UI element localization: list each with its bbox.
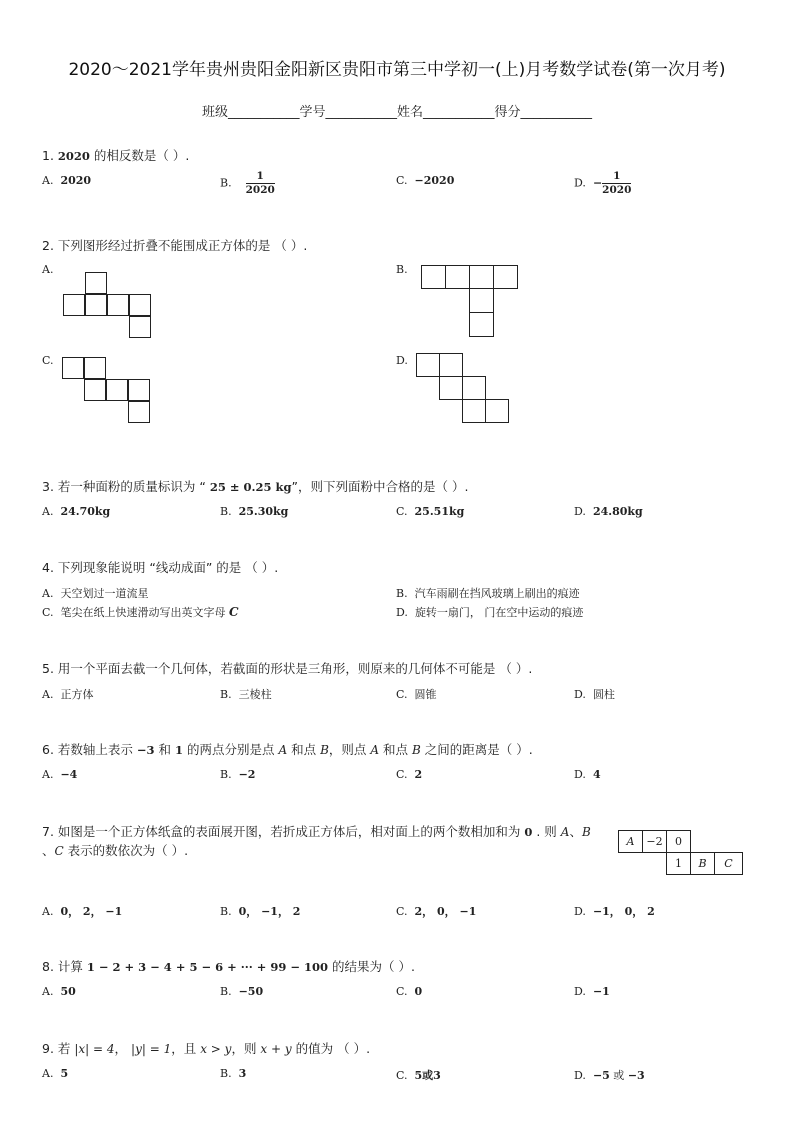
- q1-option-b: B. $\frac{1}{2020}$: [220, 170, 275, 196]
- q5-option-a: A. 正方体: [42, 688, 94, 701]
- q8-option-b: B. −50: [220, 985, 264, 998]
- question-4-stem: 4. 下列现象能说明 “线动成面” 的是 （ ）.: [42, 560, 279, 575]
- page-title: 2020～2021学年贵州贵阳金阳新区贵阳市第三中学初一(上)月考数学试卷(第一次月考): [68, 60, 726, 80]
- q4-option-b: B. 汽车雨刷在挡风玻璃上刷出的痕迹: [396, 587, 580, 600]
- question-5-stem: 5. 用一个平面去截一个几何体，若截面的形状是三角形，则原来的几何体不可能是 （ ）.: [42, 661, 533, 676]
- q7-cell-bottom-3: C: [714, 852, 743, 875]
- q3-option-d: D. 24.80kg: [574, 505, 643, 518]
- student-info-line: 班级___________学号___________姓名___________得分___________: [201, 105, 592, 120]
- question-6-stem: 6. 若数轴上表示 −3 和 1 的两点分别是点 A 和点 B，则点 A 和点 B 之间的距离是（ ）.: [42, 742, 533, 757]
- question-7-stem-line1: 7. 如图是一个正方体纸盒的表面展开图，若折成正方体后，相对面上的两个数相加和为 0 . 则 A、B: [42, 824, 591, 839]
- q9-option-c: C. 5或3: [396, 1069, 441, 1082]
- q1-fraction-d: $\frac{1}{2020}$: [602, 170, 632, 196]
- q6-option-c: C. 2: [396, 768, 423, 781]
- q7-cell-bottom-1: 1: [666, 852, 691, 875]
- q9-option-a: A. 5: [42, 1067, 69, 1080]
- q2-label-c: C.: [42, 354, 54, 367]
- q1-option-c: C. −2020: [396, 174, 455, 187]
- question-2-stem: 2. 下列图形经过折叠不能围成正方体的是 （ ）.: [42, 238, 308, 253]
- q6-option-d: D. 4: [574, 768, 601, 781]
- q2-label-a: A.: [42, 263, 54, 276]
- q9-option-d: D. −5 或 −3: [574, 1069, 645, 1082]
- question-1-stem: 1. 2020 的相反数是（ ）.: [42, 148, 190, 163]
- q8-option-a: A. 50: [42, 985, 76, 998]
- q6-option-b: B. −2: [220, 768, 256, 781]
- q4-option-a: A. 天空划过一道流星: [42, 587, 149, 600]
- q7-cell-top-3: 0: [666, 830, 691, 853]
- q7-cell-top-1: A: [618, 830, 643, 853]
- q1-fraction-b: $\frac{1}{2020}$: [245, 170, 275, 196]
- q5-option-b: B. 三棱柱: [220, 688, 272, 701]
- q7-cell-top-2: −2: [642, 830, 667, 853]
- q7-option-d: D. −1， 0， 2: [574, 905, 655, 918]
- question-7-stem-line2: 、C 表示的数依次为（ ）.: [42, 843, 189, 858]
- q9-option-b: B. 3: [220, 1067, 247, 1080]
- q3-option-b: B. 25.30kg: [220, 505, 289, 518]
- q7-cell-bottom-2: B: [690, 852, 715, 875]
- q2-label-d: D.: [396, 354, 408, 367]
- q1-option-d: D. − $\frac{1}{2020}$: [574, 170, 632, 196]
- q5-option-c: C. 圆锥: [396, 688, 437, 701]
- q6-option-a: A. −4: [42, 768, 78, 781]
- q2-label-b: B.: [396, 263, 408, 276]
- q5-option-d: D. 圆柱: [574, 688, 615, 701]
- q1-option-a: A. 2020: [42, 174, 92, 187]
- question-9-stem: 9. 若 |x| = 4， |y| = 1，且 x > y，则 x + y 的值为 （ ）.: [42, 1041, 371, 1056]
- q4-option-c: C. 笔尖在纸上快速滑动写出英文字母 C: [42, 605, 239, 619]
- question-3-stem: 3. 若一种面粉的质量标识为 “ 25 ± 0.25 kg”，则下列面粉中合格的是（ ）.: [42, 479, 469, 494]
- q8-option-c: C. 0: [396, 985, 423, 998]
- q7-option-a: A. 0， 2， −1: [42, 905, 123, 918]
- q7-option-b: B. 0， −1， 2: [220, 905, 301, 918]
- q8-option-d: D. −1: [574, 985, 610, 998]
- question-8-stem: 8. 计算 1 − 2 + 3 − 4 + 5 − 6 + ··· + 99 − 100 的结果为（ ）.: [42, 959, 415, 974]
- q3-option-a: A. 24.70kg: [42, 505, 111, 518]
- q7-option-c: C. 2， 0， −1: [396, 905, 477, 918]
- q3-option-c: C. 25.51kg: [396, 505, 465, 518]
- q4-option-d: D. 旋转一扇门， 门在空中运动的痕迹: [396, 606, 584, 619]
